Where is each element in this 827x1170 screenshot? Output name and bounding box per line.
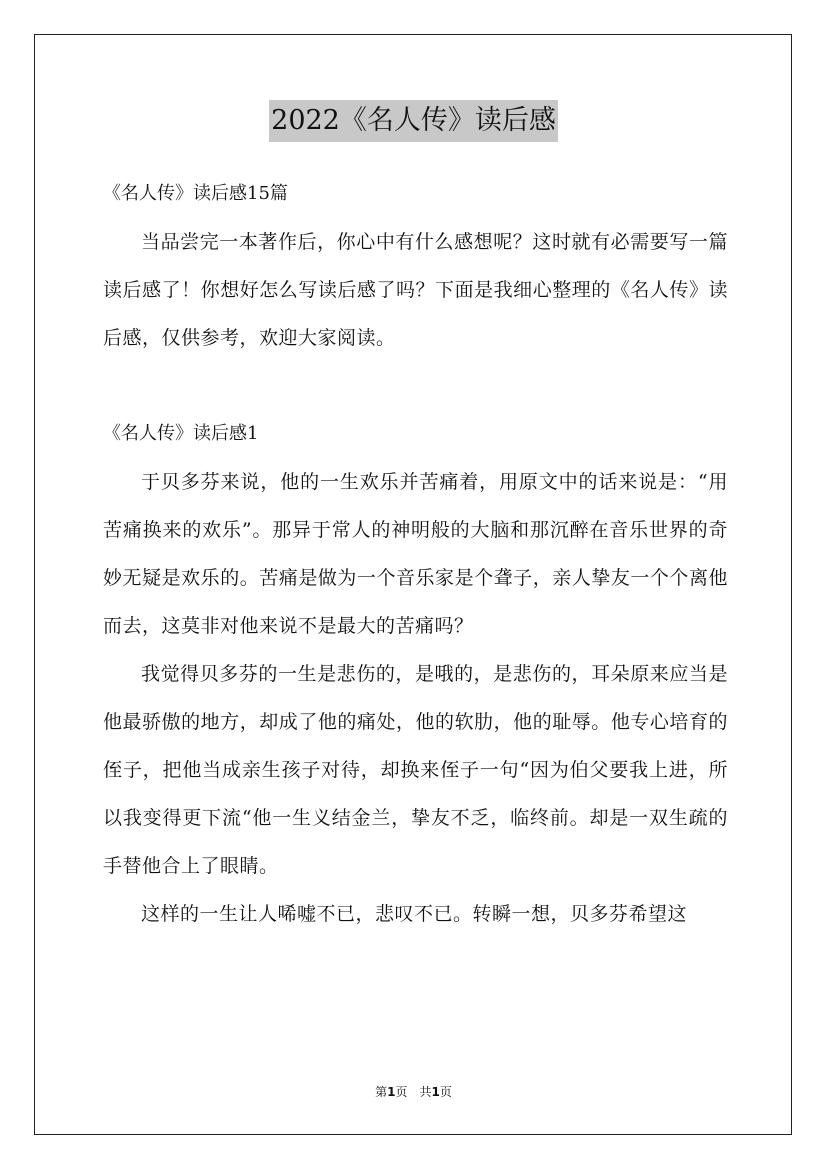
section-heading: 《名人传》读后感1: [103, 423, 259, 444]
spacer: [103, 362, 728, 410]
footer-page-total: 1: [431, 1085, 440, 1099]
document-body: [103, 170, 728, 938]
intro-paragraph: 当品尝完一本著作后，你心中有什么感想呢？这时就有必需要写一篇读后感了！你想好怎么写读后感了吗？下面是我细心整理的《名人传》读后感，仅供参考，欢迎大家阅读。: [103, 231, 728, 349]
title-container: [0, 100, 827, 142]
footer-page-current: 1: [387, 1085, 396, 1099]
document-subtitle: 《名人传》读后感15篇: [103, 183, 288, 204]
body-paragraph-3: 这样的一生让人唏嘘不已，悲叹不已。转瞬一想，贝多芬希望这: [141, 903, 688, 925]
body-paragraph-1: 于贝多芬来说，他的一生欢乐并苦痛着，用原文中的话来说是：“用苦痛换来的欢乐”。那异于常人的神明般的大脑和那沉醉在音乐世界的奇妙无疑是欢乐的。苦痛是做为一个音乐家是个聋子，亲人挚友一个个离他而去，这莫非对他来说不是最大的苦痛吗？: [103, 471, 728, 637]
body-paragraph-2: 我觉得贝多芬的一生是悲伤的，是哦的，是悲伤的，耳朵原来应当是他最骄傲的地方，却成了他的痛处，他的软肋，他的耻辱。他专心培育的侄子，把他当成亲生孩子对待，却换来侄子一句“因为伯父要我上进，所以我变得更下流“他一生义结金兰，挚友不乏，临终前。却是一双生疏的手替他合上了眼睛。: [103, 663, 728, 877]
page-footer: [0, 1083, 827, 1100]
footer-page-mid: 页 共: [395, 1085, 432, 1099]
document-title: 2022《名人传》读后感: [269, 100, 558, 142]
footer-page-suffix: 页: [439, 1085, 452, 1099]
footer-page-prefix: 第: [375, 1085, 388, 1099]
